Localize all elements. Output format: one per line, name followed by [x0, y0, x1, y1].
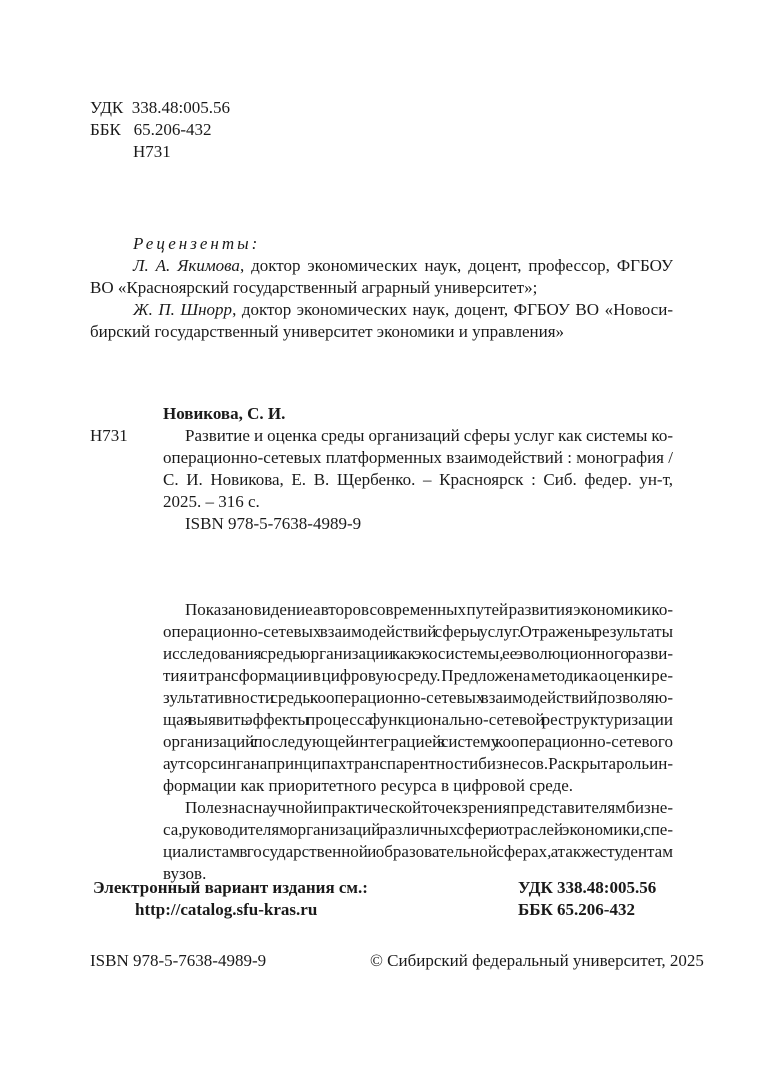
footer-url[interactable]: http://catalog.sfu-kras.ru	[135, 900, 318, 919]
reviewer-1-cont: ВО «Красноярский государственный аграрный университет»;	[90, 278, 538, 297]
reviewer-2-name: Ж. П. Шнорр	[133, 300, 233, 319]
abstract-line: щая выявить эффекты процесса функционально-сетевой реструктуризации	[163, 710, 673, 729]
footer-electronic: Электронный вариант издания см.:	[93, 878, 368, 897]
footer-bbk: ББК 65.206-432	[518, 900, 635, 919]
reviewer-1-text: , доктор экономических наук, доцент, профессор, ФГБОУ	[239, 256, 673, 275]
abstract-line: зультативности среды кооперационно-сетевых взаимодействий, позволяю-	[163, 688, 673, 707]
abstract-line: аутсорсинга на принципах транспарентности бизнесов. Раскрыта роль ин-	[163, 754, 673, 773]
author-code: Н731	[133, 142, 171, 161]
footer-copyright: © Сибирский федеральный университет, 2025	[370, 951, 704, 970]
reviewers-title: Рецензенты:	[133, 234, 261, 253]
abstract-line: са, руководителям организаций различных сфер и отраслей экономики, спе-	[163, 820, 673, 839]
bib-line: 2025. – 316 с.	[163, 492, 260, 511]
abstract-line: Показано видение авторов современных путей развития экономики ко-	[185, 600, 673, 619]
bib-isbn: ISBN 978-5-7638-4989-9	[185, 514, 362, 533]
abstract-line: циалистам в государственной и образовательной сферах, а также студентам	[163, 842, 673, 861]
abstract-line: тия и трансформации в цифровую среду. Предложена методика оценки ре-	[163, 666, 674, 685]
bib-line: С. И. Новикова, Е. В. Щербенко. – Красноярск : Сиб. федер. ун-т,	[163, 470, 673, 489]
abstract-line: вузов.	[163, 864, 207, 883]
abstract-line: операционно-сетевых взаимодействий сферы услуг. Отражены результаты	[163, 622, 674, 641]
reviewer-2-text: , доктор экономических наук, доцент, ФГБОУ ВО «Новоси-	[232, 300, 673, 319]
reviewer-1	[133, 255, 673, 277]
bib-line: Развитие и оценка среды организаций сферы услуг как системы ко-	[185, 426, 673, 445]
abstract-line: организаций с последующей интеграцией в систему кооперационно-сетевого	[163, 732, 673, 751]
footer-udk: УДК 338.48:005.56	[518, 878, 657, 897]
bbk-header: ББК 65.206-432	[90, 120, 212, 139]
abstract-line: Полезна с научной и практической точек зрения представителям бизне-	[185, 798, 673, 817]
bib-code: Н731	[90, 426, 128, 445]
footer-isbn: ISBN 978-5-7638-4989-9	[90, 951, 267, 970]
reviewer-2-cont: бирский государственный университет экономики и управления»	[90, 322, 565, 341]
udk-header: УДК 338.48:005.56	[90, 98, 230, 117]
bib-line: операционно-сетевых платформенных взаимодействий : монография /	[163, 448, 673, 467]
abstract-line: формации как приоритетного ресурса в цифровой среде.	[163, 776, 574, 795]
bib-author: Новикова, С. И.	[163, 404, 286, 423]
reviewer-2	[133, 299, 673, 321]
reviewer-1-name: Л. А. Якимова	[133, 256, 240, 275]
abstract-line: исследования среды организации как экосистемы, ее эволюционного разви-	[163, 644, 673, 663]
